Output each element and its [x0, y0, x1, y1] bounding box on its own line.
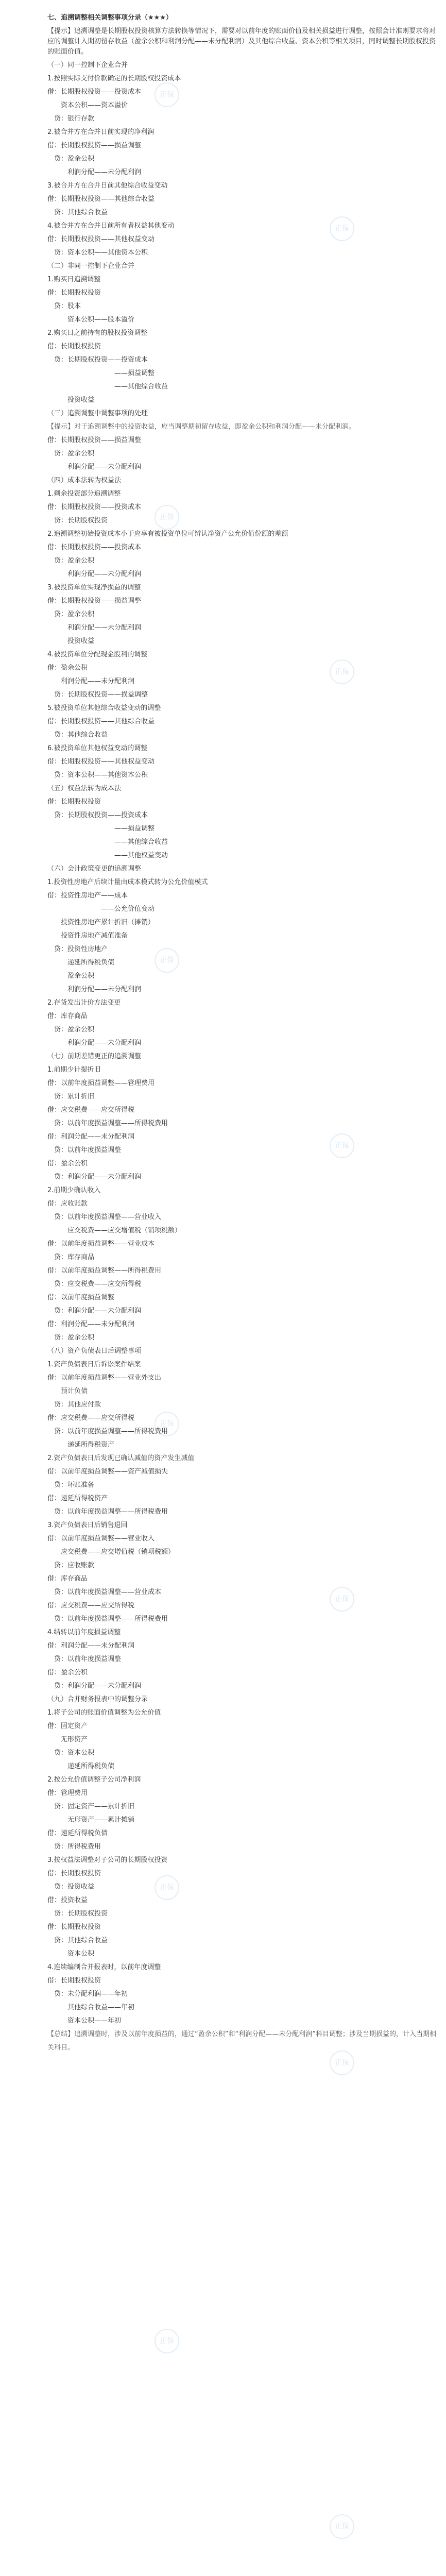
entry-line: 贷：以前年度损益调整 — [47, 1146, 122, 1154]
entry-line: 1.将子公司的账面价值调整为公允价值 — [47, 1709, 161, 1717]
entry-line: 其他综合收益——年初 — [47, 2004, 135, 2011]
entry-line: 贷：盈余公积 — [47, 1334, 95, 1342]
entry-line: 利润分配——未分配利润 — [47, 624, 142, 632]
entry-line: 借：盈余公积 — [47, 1669, 88, 1676]
entry-line: 借：以前年度损益调整——管理费用 — [47, 1079, 155, 1087]
entry-line: 借：以前年度损益调整——营业收入 — [47, 1535, 155, 1543]
entry-line: 资本公积——股本溢价 — [47, 316, 135, 324]
tip-text: 【总结】追溯调整时，涉及以前年度损益的，通过“盈余公积”和“利润分配——未分配利润”科目调整；涉及当期损益的，计入当期相关科目。 — [47, 2030, 436, 2052]
entry-line: 贷：资本公积——其他资本公积 — [47, 249, 148, 257]
entry-line: 贷：盈余公积 — [47, 1026, 95, 1033]
entry-line: 借：递延所得税资产 — [47, 1495, 108, 1502]
entry-line: ——其他综合收益 — [47, 838, 168, 846]
entry-line: 借：长期股权投资——损益调整 — [47, 597, 142, 605]
entry-line: ——其他权益变动 — [47, 852, 168, 859]
entry-line: 利润分配——未分配利润 — [47, 463, 142, 471]
entry-line: 贷：长期股权投资——投资成本 — [47, 356, 148, 364]
entry-line: 无形资产 — [47, 1736, 88, 1743]
entry-line: 借：利润分配——未分配利润 — [47, 1320, 135, 1328]
entry-line: 借：长期股权投资——损益调整 — [47, 436, 142, 444]
entry-line: 1.资产负债表日后诉讼案件结案 — [47, 1361, 141, 1368]
entry-line: 投资性房地产减值准备 — [47, 932, 128, 940]
entry-line: 借：长期股权投资——损益调整 — [47, 142, 142, 149]
entry-line: 2.前期少确认收入 — [47, 1187, 101, 1194]
entry-line: 贷：利润分配——未分配利润 — [47, 1173, 142, 1181]
entry-line: 借：以前年度损益调整——资产减值损失 — [47, 1468, 168, 1476]
entry-line: 贷：未分配利润——年初 — [47, 1990, 128, 1998]
entry-line: 贷：盈余公积 — [47, 557, 95, 565]
entry-line: 贷：应收账款 — [47, 1562, 95, 1569]
entry-line: （七）前期差错更正的追溯调整 — [47, 1053, 142, 1060]
entry-line: 4.被合并方在合并日前所有者权益其他变动 — [47, 222, 175, 230]
entry-line: （九）合并财务报表中的调整分录 — [47, 1696, 148, 1703]
entry-line: 借：管理费用 — [47, 1789, 88, 1797]
entry-line: 借：长期股权投资 — [47, 1870, 101, 1877]
entry-line: 利润分配——未分配利润 — [47, 168, 142, 176]
watermark-logo-icon: 正保 — [155, 1875, 179, 1900]
entry-line: 3.被投资单位实现净损益的调整 — [47, 584, 141, 591]
entry-line: 借：递延所得税负债 — [47, 1829, 108, 1837]
entry-line: （八）资产负债表日后调整事项 — [47, 1347, 142, 1355]
entry-line: 预计负债 — [47, 1387, 88, 1395]
entry-line: 投资性房地产累计折旧（摊销） — [47, 919, 155, 926]
entry-line: 应交税费——应交增值税（销项税额） — [47, 1548, 175, 1556]
entry-line: 贷：利润分配——未分配利润 — [47, 1682, 142, 1690]
entry-line: 借：长期股权投资 — [47, 1923, 101, 1931]
entry-line: 借：长期股权投资 — [47, 1977, 101, 1985]
entry-line: （一）同一控制下企业合并 — [47, 61, 128, 69]
entry-line: ——损益调整 — [47, 369, 155, 377]
entry-line: 5.被投资单位其他综合收益变动的调整 — [47, 704, 161, 712]
entry-line: 资本公积——资本溢价 — [47, 101, 128, 109]
entry-line: 贷：以前年度损益调整——营业成本 — [47, 1588, 162, 1596]
watermark-logo-icon: 正保 — [155, 82, 179, 107]
entry-line: （六）会计政策变更的追溯调整 — [47, 865, 142, 873]
entry-line: 贷：固定资产——累计折旧 — [47, 1803, 135, 1810]
entry-line: 贷：以前年度损益调整——所得税费用 — [47, 1508, 168, 1516]
entry-line: 借：固定资产 — [47, 1722, 88, 1730]
entry-line: 贷：累计折旧 — [47, 1093, 95, 1100]
entry-line: 借：盈余公积 — [47, 1160, 88, 1167]
entry-line: 借：库存商品 — [47, 1012, 88, 1020]
entry-line: 贷：长期股权投资——投资成本 — [47, 811, 148, 819]
entry-line: 借：库存商品 — [47, 1575, 88, 1583]
entry-line: 贷：以前年度损益调整——所得税费用 — [47, 1120, 168, 1127]
entry-line: 2.追溯调整初始投资成本小于应享有被投资单位可辨认净资产公允价值份额的差额 — [47, 530, 288, 538]
entry-line: 1.剩余投资部分追溯调整 — [47, 490, 121, 498]
entry-line: 贷：利润分配——未分配利润 — [47, 1307, 142, 1315]
entry-line: 递延所得税负债 — [47, 959, 115, 967]
entry-line: 借：长期股权投资 — [47, 343, 101, 350]
paragraph-text: 【提示】追溯调整是长期股权投资核算方法转换等情况下，需要对以前年度的账面价值及相关损益进行调整，按照会计准则要求将对应的调整计入期初留存收益（盈余公积和利润分配——未分配利润）及其他综合收益、资本公积等相关项目，同时调整长期股权投资的账面价值。 — [47, 27, 436, 56]
entry-line: 3.被合并方在合并日前其他综合收益变动 — [47, 182, 168, 190]
entry-line: 借：利润分配——未分配利润 — [47, 1133, 135, 1141]
entry-line: 借：长期股权投资——投资成本 — [47, 88, 142, 96]
entry-line: 4.连续编制合并报表时，以前年度调整 — [47, 1963, 161, 1971]
entry-line: 贷：以前年度损益调整——营业收入 — [47, 1213, 162, 1221]
entry-line: 贷：长期股权投资 — [47, 517, 108, 524]
entry-line: ——其他综合收益 — [47, 383, 168, 391]
entry-line: ——公允价值变动 — [47, 905, 155, 913]
entry-line: 2.存货发出计价方法变更 — [47, 999, 121, 1007]
entry-line: 无形资产——累计摊销 — [47, 1816, 135, 1824]
entry-line: 递延所得税负债 — [47, 1762, 115, 1770]
entry-line: 6.被投资单位其他权益变动的调整 — [47, 744, 148, 752]
entry-line: 应交税费——应交增值税（销项税额） — [47, 1227, 182, 1234]
entry-line: 借：应交税费——应交所得税 — [47, 1602, 135, 1609]
entry-line: 借：利润分配——未分配利润 — [47, 1642, 135, 1650]
entry-line: 贷：坏账准备 — [47, 1481, 95, 1489]
entry-line: 贷：投资收益 — [47, 1883, 95, 1891]
entry-line: 借：以前年度损益调整——营业外支出 — [47, 1374, 162, 1382]
entry-line: 贷：其他综合收益 — [47, 731, 108, 739]
entry-line: 利润分配——未分配利润 — [47, 1039, 142, 1047]
entry-line: 贷：以前年度损益调整——所得税费用 — [47, 1428, 168, 1435]
entry-line: 贷：其他综合收益 — [47, 209, 108, 216]
entry-line: 贷：以前年度损益调整 — [47, 1655, 122, 1663]
entry-line: 借：投资性房地产——成本 — [47, 892, 128, 900]
watermark-logo-icon: 正保 — [330, 216, 354, 241]
entry-line: 4.被投资单位分配现金股利的调整 — [47, 651, 148, 658]
entry-line: 利润分配——未分配利润 — [47, 570, 142, 578]
entry-line: 1.购买日追溯调整 — [47, 276, 101, 283]
watermark-logo-icon: 正保 — [330, 1587, 354, 1612]
watermark-logo-icon: 正保 — [330, 2050, 354, 2075]
entry-line: 2.被合并方在合并日前实现的净利润 — [47, 128, 155, 136]
entry-line: 借：长期股权投资——投资成本 — [47, 544, 142, 551]
watermark-logo-icon: 正保 — [155, 1412, 179, 1436]
entry-line: 利润分配——未分配利润 — [47, 986, 142, 993]
entry-line: 借：长期股权投资——投资成本 — [47, 503, 142, 511]
entry-line: 借：投资收益 — [47, 1896, 88, 1904]
entry-line: 1.按照实际支付价款确定的长期股权投资成本 — [47, 75, 181, 82]
entry-line: 3.资产负债表日后销售退回 — [47, 1521, 128, 1529]
entry-line: 借：以前年度损益调整——营业成本 — [47, 1240, 155, 1248]
entry-line: 贷：所得税费用 — [47, 1843, 101, 1851]
entry-line: 贷：资本公积 — [47, 1749, 95, 1757]
watermark-logo-icon: 正保 — [330, 1133, 354, 1158]
entry-line: 1.前期少计提折旧 — [47, 1066, 101, 1074]
watermark-logo-icon: 正保 — [155, 505, 179, 530]
entry-line: 借：应交税费——应交所得税 — [47, 1414, 135, 1422]
entry-line: 借：以前年度损益调整——所得税费用 — [47, 1267, 162, 1275]
entry-line: 借：长期股权投资 — [47, 289, 101, 297]
entry-line: （二）非同一控制下企业合并 — [47, 262, 135, 270]
watermark-logo-icon: 正保 — [155, 948, 179, 973]
entry-line: 资本公积——年初 — [47, 2017, 122, 2025]
entry-line: 2.购买日之前持有的股权投资调整 — [47, 329, 148, 337]
entry-line: 借：以前年度损益调整 — [47, 1294, 115, 1301]
entry-line: 2.按公允价值调整子公司净利润 — [47, 1776, 141, 1784]
entry-line: 借：盈余公积 — [47, 664, 88, 672]
entry-line: ——损益调整 — [47, 825, 155, 833]
entry-line: 贷：其他应付款 — [47, 1401, 101, 1409]
watermark-logo-icon: 正保 — [330, 2514, 354, 2539]
entry-line: 借：长期股权投资 — [47, 798, 101, 806]
entry-line: 借：长期股权投资——其他综合收益 — [47, 195, 155, 203]
entry-line: 投资收益 — [47, 637, 95, 645]
entry-line: 贷：盈余公积 — [47, 155, 95, 163]
entry-line: 贷：资本公积——其他资本公积 — [47, 771, 148, 779]
watermark-logo-icon: 正保 — [155, 2329, 179, 2353]
entry-line: 盈余公积 — [47, 972, 95, 980]
entry-line: 贷：其他综合收益 — [47, 1937, 108, 1944]
entry-line: 3.按权益法调整对子公司的长期股权投资 — [47, 1856, 168, 1864]
entry-line: 借：长期股权投资——其他综合收益 — [47, 718, 155, 725]
entry-line: 贷：长期股权投资——损益调整 — [47, 691, 148, 699]
entry-line: 投资收益 — [47, 396, 95, 404]
entry-line: 贷：股本 — [47, 302, 81, 310]
entry-line: 贷：投资性房地产 — [47, 945, 108, 953]
entry-line: 借：应收账款 — [47, 1200, 88, 1208]
document-body — [47, 11, 439, 2055]
entry-line: 贷：以前年度损益调整——所得税费用 — [47, 1615, 168, 1623]
entry-line: 贷：长期股权投资 — [47, 1910, 108, 1918]
entry-line: 贷：应交税费——应交所得税 — [47, 1280, 142, 1288]
entry-line: 借：应交税费——应交所得税 — [47, 1106, 135, 1114]
entry-line: 资本公积 — [47, 1950, 95, 1958]
entry-line: （三）追溯调整中调整事项的处理 — [47, 410, 148, 417]
entry-line: 1.投资性房地产后续计量由成本模式转为公允价值模式 — [47, 878, 208, 886]
entry-line: 贷：盈余公积 — [47, 611, 95, 618]
entry-line: 贷：库存商品 — [47, 1253, 95, 1261]
section-heading: 七、追溯调整相关调整事项分录（★★★） — [47, 14, 173, 22]
entry-line: （四）成本法转为权益法 — [47, 477, 122, 484]
entry-line: 利润分配——未分配利润 — [47, 677, 135, 685]
watermark-logo-icon: 正保 — [330, 659, 354, 684]
tip-text: 【提示】对于追溯调整中的投资收益，应当调整期初留存收益，即盈余公积和利润分配——未分配利润。 — [47, 423, 356, 431]
entry-line: 借：长期股权投资——其他权益变动 — [47, 235, 155, 243]
entry-line: （五）权益法转为成本法 — [47, 785, 122, 792]
entry-line: 贷：银行存款 — [47, 115, 95, 123]
entry-line: 借：长期股权投资——其他权益变动 — [47, 758, 155, 766]
entry-line: 贷：盈余公积 — [47, 450, 95, 457]
entry-line: 2.资产负债表日后发现已确认减值的资产发生减值 — [47, 1454, 195, 1462]
entry-line: 递延所得税资产 — [47, 1441, 115, 1449]
entry-line: 4.结转以前年度损益调整 — [47, 1629, 121, 1636]
